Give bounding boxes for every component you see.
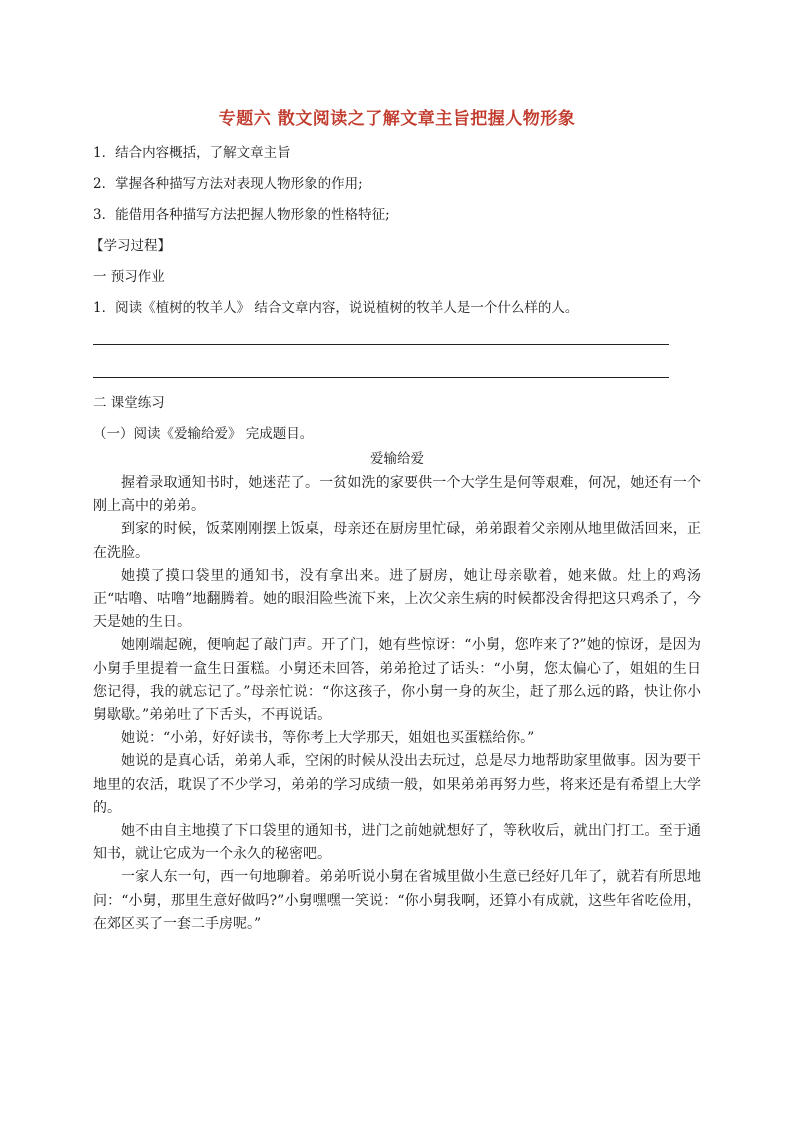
page-title: 专题六 散文阅读之了解文章主旨把握人物形象 <box>218 109 576 129</box>
section-two-heading: 二 课堂练习 <box>93 395 165 411</box>
answer-line-1[interactable] <box>93 344 669 345</box>
essay-body <box>93 472 701 936</box>
essay-paragraph: 她摸了摸口袋里的通知书，没有拿出来。进了厨房，她让母亲歇着，她来做。灶上的鸡汤正“咕噜、咕噜”地翻腾着。她的眼泪险些流下来，上次父亲生病的时候都没舍得把这只鸡杀了，今天是她的生日。 <box>93 567 701 631</box>
learning-process-label: 【学习过程】 <box>90 238 171 254</box>
essay-title: 爱输给爱 <box>370 451 424 467</box>
section-one-heading: 一 预习作业 <box>93 269 165 285</box>
essay-paragraph: 她不由自主地摸了下口袋里的通知书，进门之前她就想好了，等秋收后，就出门打工。至于通知书，就让它成为一个永久的秘密吧。 <box>93 823 701 863</box>
essay-paragraph: 到家的时候，饭菜刚刚摆上饭桌，母亲还在厨房里忙碌，弟弟跟着父亲刚从地里做活回来，正在洗脸。 <box>93 521 701 561</box>
answer-line-2[interactable] <box>93 377 669 378</box>
essay-paragraph: 她说：“小弟，好好读书，等你考上大学那天，姐姐也买蛋糕给你。” <box>121 730 535 747</box>
essay-paragraph: 她刚端起碗，便响起了敲门声。开了门，她有些惊讶：“小舅，您咋来了?”她的惊讶，是因为小舅手里提着一盒生日蛋糕。小舅还未回答，弟弟抢过了话头：“小舅，您太偏心了，姐姐的生日您记得，我的就忘记了。”母亲忙说：“你这孩子，你小舅一身的灰尘，赶了那么远的路，快让你小舅歇歇。”弟弟吐了下舌头，不再说话。 <box>93 637 701 724</box>
objective-3: 3．能借用各种描写方法把握人物形象的性格特征; <box>93 207 390 223</box>
essay-paragraph: 一家人东一句，西一句地聊着。弟弟听说小舅在省城里做小生意已经好几年了，就若有所思地问：“小舅，那里生意好做吗?”小舅嘿嘿一笑说：“你小舅我啊，还算小有成就，这些年省吃俭用，在郊区买了一套二手房呢。” <box>93 869 701 932</box>
essay-paragraph: 她说的是真心话，弟弟人乖，空闲的时候从没出去玩过，总是尽力地帮助家里做事。因为要干地里的农活，耽误了不少学习，弟弟的学习成绩一般，如果弟弟再努力些，将来还是有希望上大学的。 <box>93 753 701 816</box>
objective-2: 2．掌握各种描写方法对表现人物形象的作用; <box>93 176 363 192</box>
section-two-task: （一）阅读《爱输给爱》 完成题目。 <box>93 426 314 442</box>
objective-1: 1．结合内容概括，了解文章主旨 <box>93 145 291 161</box>
section-one-question: 1．阅读《植树的牧羊人》 结合文章内容，说说植树的牧羊人是一个什么样的人。 <box>93 300 579 316</box>
essay-paragraph: 握着录取通知书时，她迷茫了。一贫如洗的家要供一个大学生是何等艰难，何况，她还有一个刚上高中的弟弟。 <box>93 475 701 515</box>
